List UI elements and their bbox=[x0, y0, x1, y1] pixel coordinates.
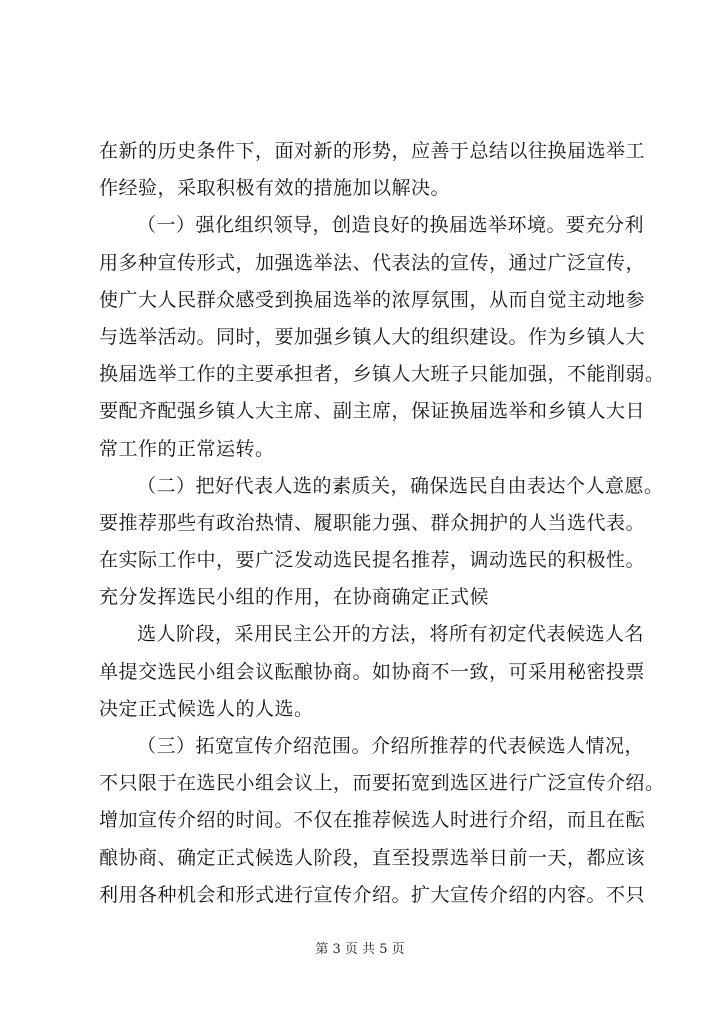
text-line: 选人阶段，采用民主公开的方法，将所有初定代表候选人名 bbox=[137, 623, 645, 646]
text-line: 常工作的正常运转。 bbox=[99, 437, 275, 460]
page-number: 第 3 页 共 5 页 bbox=[315, 942, 405, 957]
text-line: 利用各种机会和形式进行宣传介绍。扩大宣传介绍的内容。不只 bbox=[99, 883, 646, 906]
text-line: 决定正式候选人的人选。 bbox=[99, 697, 314, 720]
page-footer bbox=[0, 938, 720, 957]
text-line: 要推荐那些有政治热情、履职能力强、群众拥护的人当选代表。 bbox=[99, 511, 646, 534]
text-line: 充分发挥选民小组的作用，在协商确定正式候 bbox=[99, 586, 490, 609]
text-line: 在新的历史条件下，面对新的形势，应善于总结以往换届选举工 bbox=[99, 140, 646, 162]
text-line: 单提交选民小组会议酝酿协商。如协商不一致，可采用秘密投票 bbox=[99, 660, 646, 683]
section-heading-line: （二）把好代表人选的素质关，确保选民自由表达个人意愿。 bbox=[137, 474, 664, 497]
text-line: 要配齐配强乡镇人大主席、副主席，保证换届选举和乡镇人大日 bbox=[99, 400, 646, 423]
text-line: 使广大人民群众感受到换届选举的浓厚氛围，从而自觉主动地参 bbox=[99, 288, 646, 311]
section-heading-line: （一）强化组织领导，创造良好的换届选举环境。要充分利 bbox=[137, 214, 645, 237]
text-line: 酿协商、确定正式候选人阶段，直至投票选举日前一天，都应该 bbox=[99, 846, 646, 869]
text-line: 与选举活动。同时，要加强乡镇人大的组织建设。作为乡镇人大 bbox=[99, 325, 646, 348]
text-line: 换届选举工作的主要承担者，乡镇人大班子只能加强，不能削弱。 bbox=[99, 363, 665, 386]
section-heading-line: （三）拓宽宣传介绍范围。介绍所推荐的代表候选人情况， bbox=[137, 735, 645, 757]
text-line: 增加宣传介绍的时间。不仅在推荐候选人时进行介绍，而且在酝 bbox=[99, 809, 646, 832]
text-line: 用多种宣传形式，加强选举法、代表法的宣传，通过广泛宣传， bbox=[99, 251, 646, 274]
text-line: 作经验，采取积极有效的措施加以解决。 bbox=[99, 177, 451, 200]
text-line: 不只限于在选民小组会议上，而要拓宽到选区进行广泛宣传介绍。 bbox=[99, 772, 665, 795]
body-text bbox=[99, 133, 679, 914]
text-line: 在实际工作中，要广泛发动选民提名推荐，调动选民的积极性。 bbox=[99, 549, 646, 572]
